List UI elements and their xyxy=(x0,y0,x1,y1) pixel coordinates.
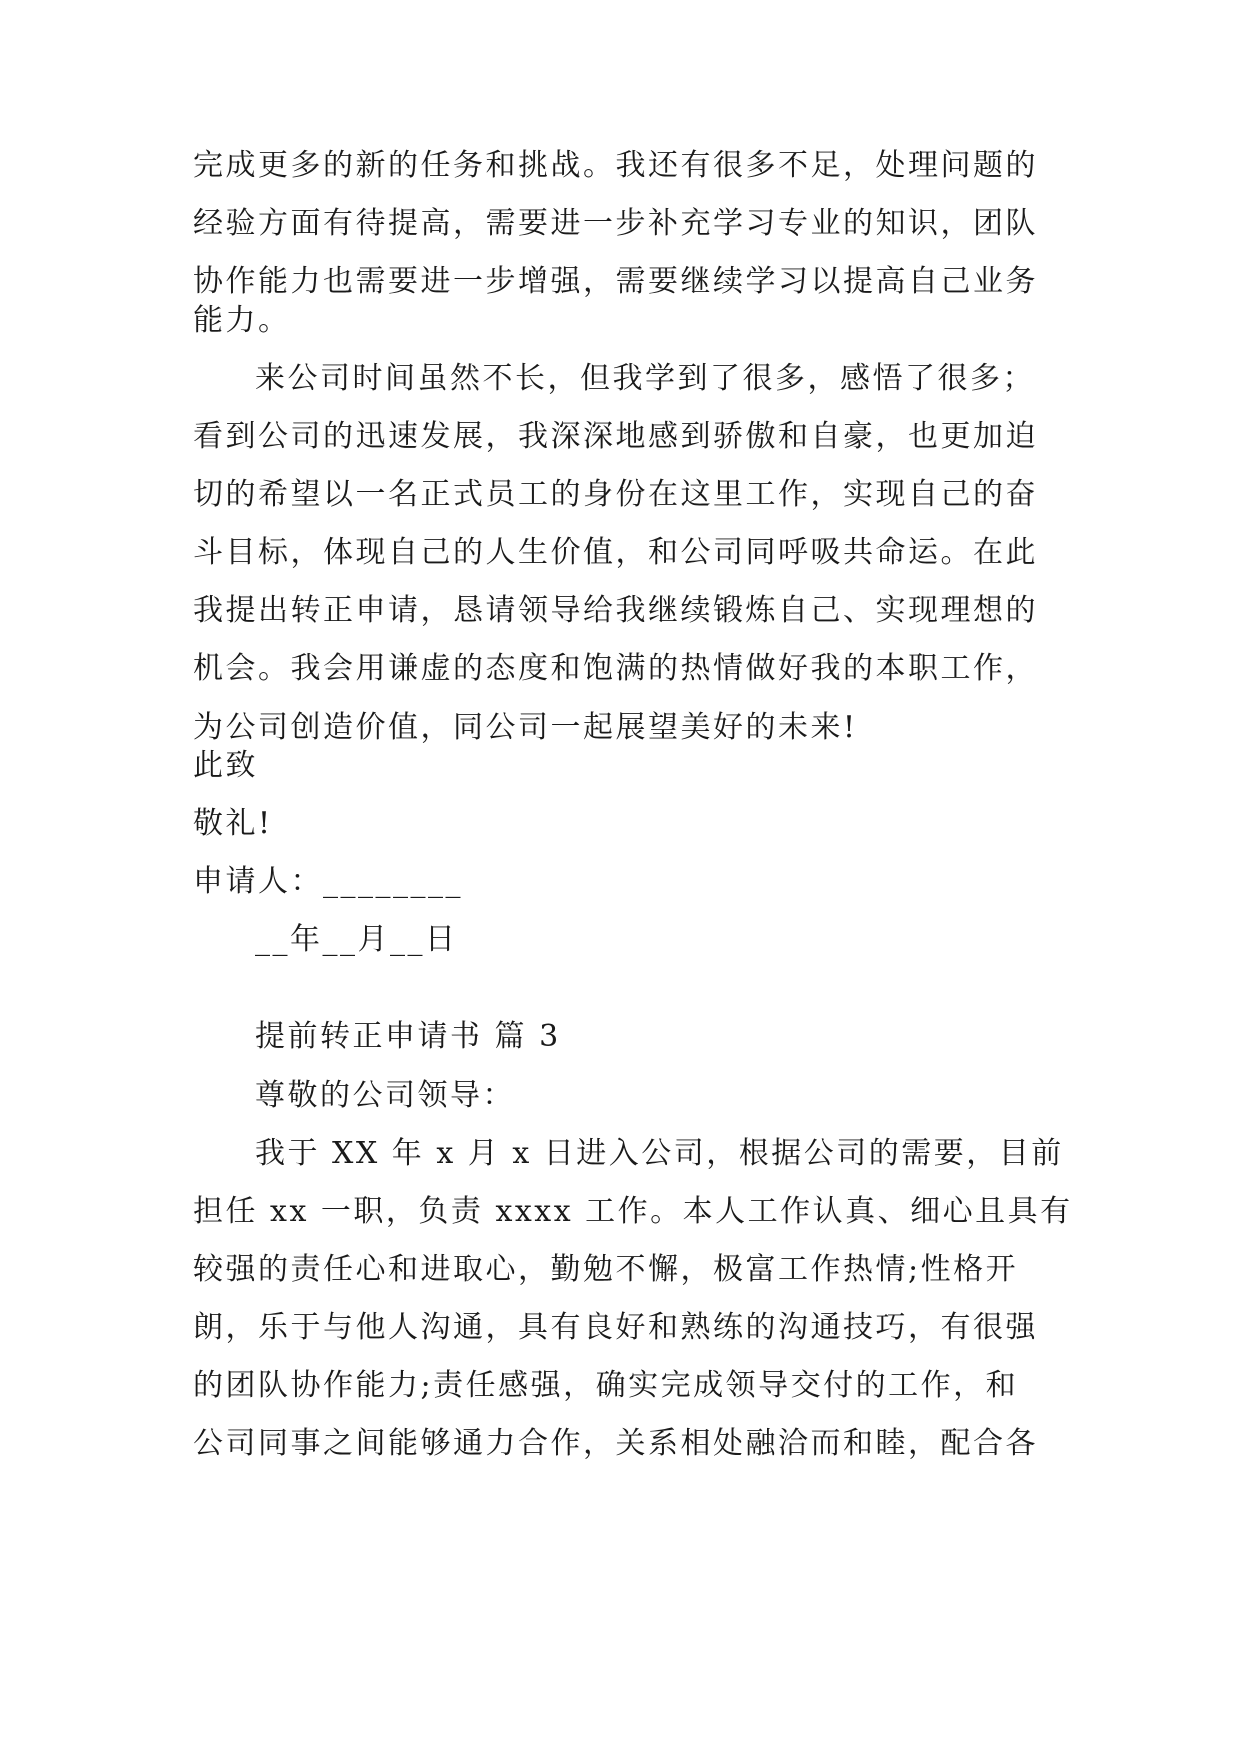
section-title: 提前转正申请书 篇 3 xyxy=(255,1019,561,1054)
date-line: __年__月__日 xyxy=(255,922,458,957)
greeting: 尊敬的公司领导： xyxy=(255,1078,515,1113)
paragraph-line: 看到公司的迅速发展，我深深地感到骄傲和自豪，也更加迫 xyxy=(193,419,1038,454)
salute-text: 敬礼! xyxy=(193,806,273,841)
paragraph-line: 切的希望以一名正式员工的身份在这里工作，实现自己的奋 xyxy=(193,477,1038,512)
paragraph-line: 协作能力也需要进一步增强，需要继续学习以提高自己业务 xyxy=(193,264,1038,299)
paragraph-line: 为公司创造价值，同公司一起展望美好的未来! xyxy=(193,710,858,745)
paragraph-line: 机会。我会用谦虚的态度和饱满的热情做好我的本职工作， xyxy=(193,651,1038,686)
paragraph-line: 较强的责任心和进取心，勤勉不懈，极富工作热情;性格开 xyxy=(193,1252,1019,1287)
paragraph-line: 的团队协作能力;责任感强，确实完成领导交付的工作，和 xyxy=(193,1368,1019,1403)
paragraph-line: 来公司时间虽然不长，但我学到了很多，感悟了很多； xyxy=(255,361,1035,396)
paragraph-line: 我于 XX 年 x 月 x 日进入公司，根据公司的需要，目前 xyxy=(255,1136,1064,1171)
paragraph-line: 担任 xx 一职，负责 xxxx 工作。本人工作认真、细心且具有 xyxy=(193,1194,1073,1229)
paragraph-line: 完成更多的新的任务和挑战。我还有很多不足，处理问题的 xyxy=(193,148,1038,183)
paragraph-line: 经验方面有待提高，需要进一步补充学习专业的知识，团队 xyxy=(193,206,1038,241)
paragraph-line: 公司同事之间能够通力合作，关系相处融洽而和睦，配合各 xyxy=(193,1426,1038,1461)
closing-text: 此致 xyxy=(193,748,258,783)
applicant-line: 申请人：________ xyxy=(193,864,463,899)
paragraph-line: 能力。 xyxy=(193,303,291,338)
paragraph-line: 斗目标，体现自己的人生价值，和公司同呼吸共命运。在此 xyxy=(193,535,1038,570)
paragraph-line: 朗，乐于与他人沟通，具有良好和熟练的沟通技巧，有很强 xyxy=(193,1310,1038,1345)
paragraph-line: 我提出转正申请，恳请领导给我继续锻炼自己、实现理想的 xyxy=(193,593,1038,628)
